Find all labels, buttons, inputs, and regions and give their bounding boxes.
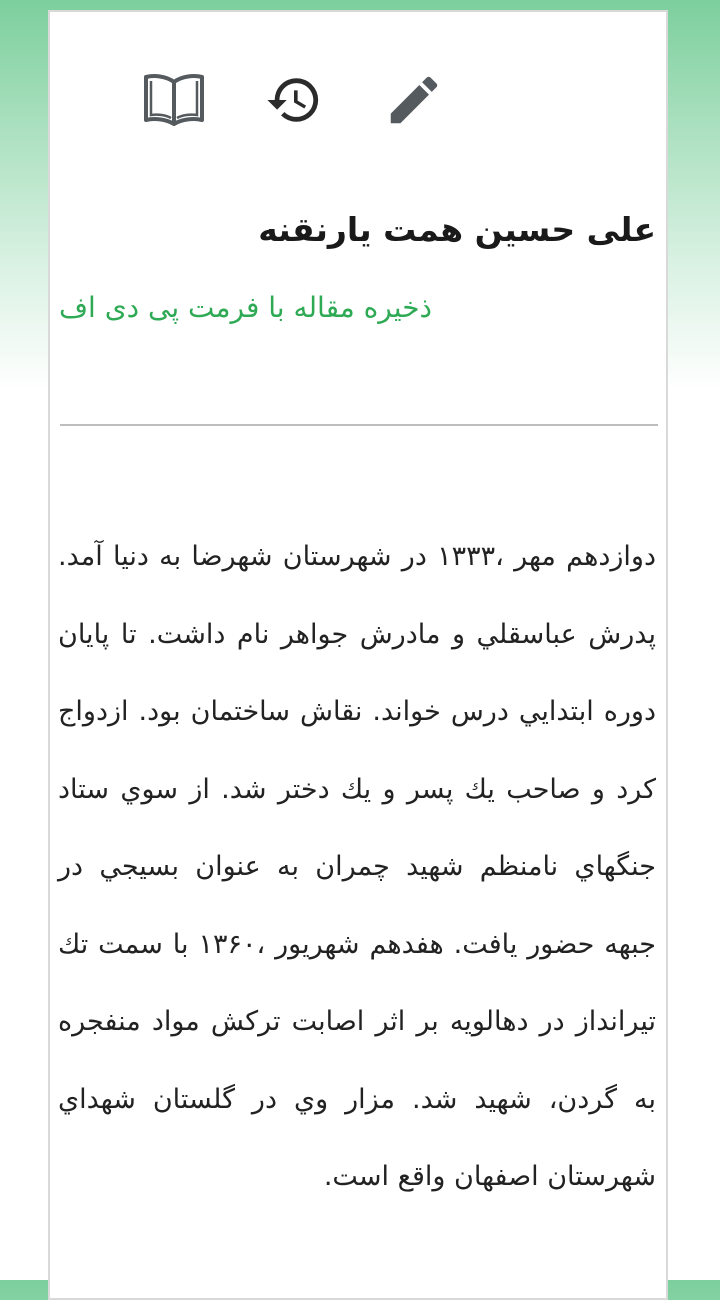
open-book-icon <box>142 72 206 128</box>
article-card <box>48 10 668 1300</box>
history-icon <box>265 71 323 129</box>
read-button[interactable] <box>138 60 210 140</box>
pencil-icon <box>383 69 445 131</box>
edit-button[interactable] <box>378 60 450 140</box>
article-toolbar <box>50 60 670 140</box>
history-button[interactable] <box>258 60 330 140</box>
article-body: دوازدهم مهر ،۱۳۳۳ در شهرستان شهرضا به دنیا آمد. پدرش عباسقلي و مادرش جواهر نام داشت. تا پايان دوره ابتدايي درس خواند. نقاش ساختمان بود. ازدواج كرد و صاحب يك پسر و يك دختر شد. از سوي ستاد جنگهاي نامنظم شهيد چمران به عنوان بسيجي در جبهه حضور يافت. هفدهم شهريور ،۱۳۶۰ با سمت تك تيرانداز در دهالويه بر اثر اصابت تركش مواد منفجره به گردن، شهيد شد. مزار وي در گلستان شهداي شهرستان اصفهان واقع است. <box>58 541 656 1192</box>
article-title: علی حسین همت یارنقنه <box>258 210 656 249</box>
divider <box>60 424 658 426</box>
save-pdf-link[interactable]: ذخیره مقاله با فرمت پی دی اف <box>59 291 432 324</box>
